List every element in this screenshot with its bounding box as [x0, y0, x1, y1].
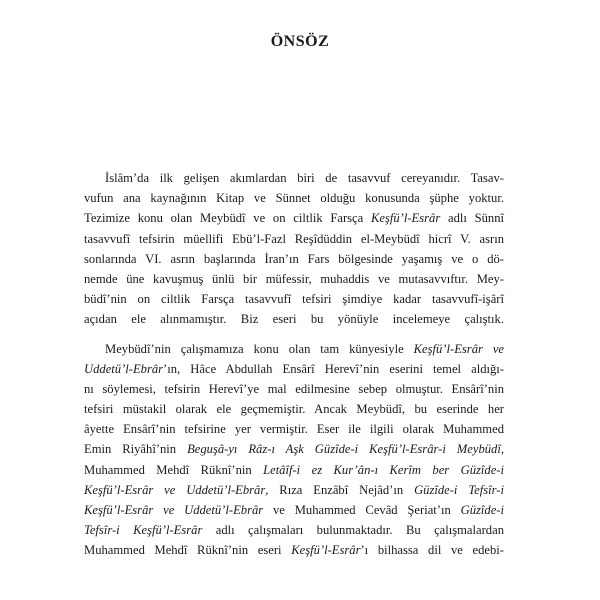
text-segment: açıdan ele alınmamıştır. Biz eseri bu yönüyle incelemeye çalıştık. [84, 312, 504, 327]
paragraph [84, 168, 504, 330]
text-segment: sonlarında VI. asrın başlarında İran’ın Fars bölgesinde yaşamış ve o dö- [84, 251, 504, 266]
text-segment: İslâm’da ilk gelişen akımlardan biri de tasavvuf cereyanıdır. Tasav- [105, 171, 504, 185]
body-text [84, 168, 504, 561]
text-line [84, 460, 504, 480]
italic-title: Tefsîr-i Keşfü’l-Esrâr [84, 523, 203, 538]
text-line [84, 188, 504, 208]
text-segment: Meybüdî’nin çalışmamıza konu olan tam künyesiyle [105, 341, 414, 356]
text-line [84, 309, 504, 329]
text-segment: adlı Sünnî [440, 211, 504, 226]
italic-title: Güzîde-i [460, 503, 504, 517]
text-segment: tasavvufî tefsirin müellifi Ebü’l-Fazl Reşîdüddin el-Meybüdî hicrî V. asrın [84, 231, 504, 246]
text-segment: ’ı bilhassa dil ve edebi- [360, 543, 504, 558]
text-line [84, 399, 504, 419]
text-line [84, 168, 504, 188]
text-line [84, 379, 504, 399]
italic-title: Uddetü’l-Ebrâr [84, 361, 164, 376]
text-line [84, 480, 504, 500]
text-segment: nemde üne kavuşmuş ünlü bir müfessir, muhaddis ve mutasavvıftır. Mey- [84, 271, 504, 286]
text-segment: büdî’nin on ciltlik Farsça tasavvufî tefsiri şimdiye kadar tasavvufî-işârî [84, 292, 504, 307]
text-segment: nı söylemesi, tefsirin Herevî’ye mal edilmesine sebep olmuştur. Ensârî’nin [84, 381, 504, 396]
text-line [84, 439, 504, 459]
text-line [84, 208, 504, 228]
text-segment: Muhammed Mehdî Rüknî’nin eseri [84, 543, 292, 558]
page-title: ÖNSÖZ [270, 33, 330, 50]
text-line [84, 419, 504, 439]
italic-title: Keşfü’l-Esrâr [291, 543, 361, 558]
text-segment: ’ın, Hâce Abdullah Ensârî Herevî’nin eserini temel aldığı- [163, 361, 504, 376]
text-line [84, 229, 504, 249]
paragraph [84, 339, 504, 561]
text-line [84, 500, 504, 520]
text-line [84, 249, 504, 269]
text-segment: tefsiri müstakil olarak ele geçmemiştir. Ancak Meybüdî, bu eserinde her [84, 402, 504, 417]
text-line [84, 269, 504, 289]
text-segment: , Rıza Enzâbî Nejâd’ın [265, 482, 415, 497]
italic-title: Beguşâ-yı Râz-ı Aşk Güzîde-i Keşfü’l-Esrâr-i Meybüdî, [187, 442, 504, 457]
text-segment: âyette Ensârî’nin tefsirine yer vermiştir. Eser ile ilgili olarak Muhammed [84, 422, 504, 437]
italic-title: Keşfü’l-Esrâr [370, 211, 441, 226]
text-line [84, 540, 504, 560]
text-line [84, 339, 504, 359]
text-segment: vufun ana kaynağının Kitap ve Sünnet olduğu konusunda şüphe yoktur. [84, 191, 504, 206]
text-segment: Emin Riyâhî’nin [84, 442, 188, 457]
italic-title: Güzîde-i Tefsîr-i [414, 482, 504, 497]
italic-title: Keşfü’l-Esrâr ve Uddetü’l-Ebrâr [84, 503, 264, 517]
italic-title: Keşfü’l-Esrâr ve [413, 341, 505, 356]
text-segment: ve Muhammed Cevâd Şeriat’ın [263, 503, 461, 517]
text-segment: adlı çalışmaları bulunmaktadır. Bu çalışmalardan [202, 523, 504, 538]
italic-title: Letâîf-i ez Kur’ân-ı Kerîm ber Güzîde-i [263, 462, 504, 477]
text-segment: Muhammed Mehdî Rüknî’nin [84, 462, 264, 477]
text-line [84, 289, 504, 309]
text-segment: Tezimize konu olan Meybüdî ve on ciltlik Farsça [84, 211, 371, 226]
italic-title: Keşfü’l-Esrâr ve Uddetü’l-Ebrâr [84, 482, 266, 497]
text-line [84, 520, 504, 540]
text-line [84, 359, 504, 379]
